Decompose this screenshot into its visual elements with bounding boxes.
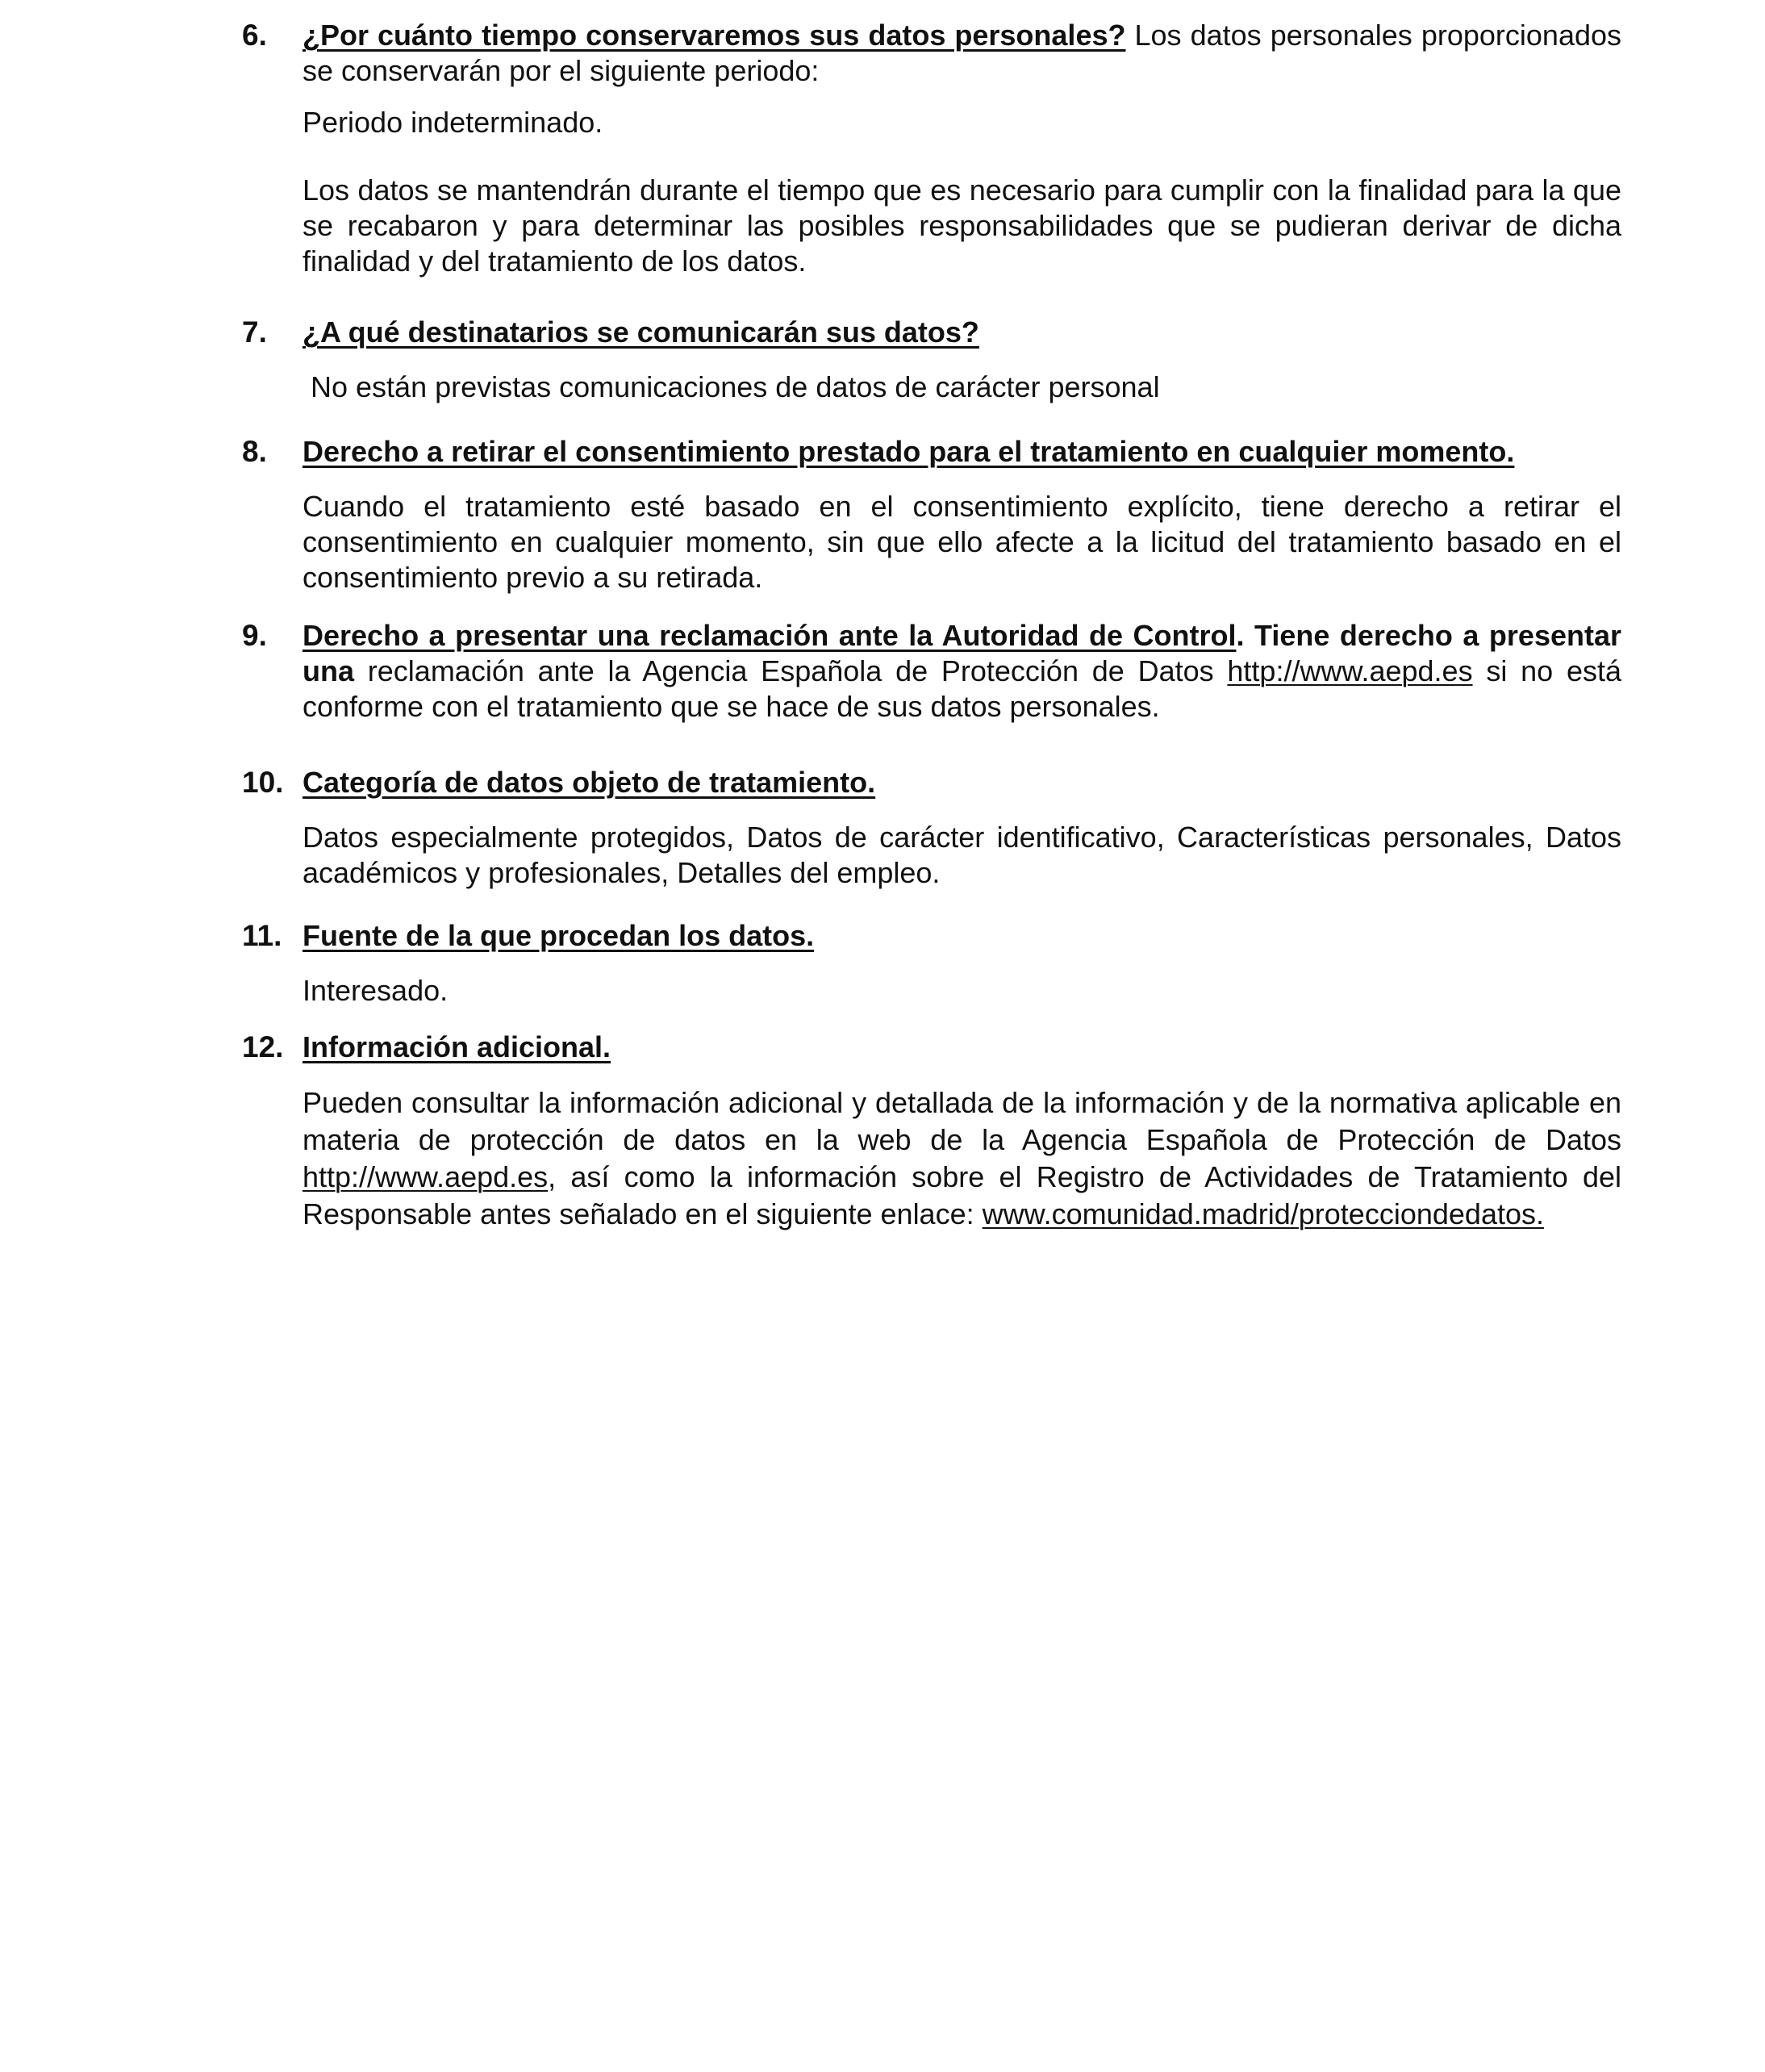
section-number: 7. xyxy=(242,315,267,349)
section-heading: Información adicional. xyxy=(303,1030,611,1063)
section-10 xyxy=(242,765,1621,891)
section-7 xyxy=(242,315,1621,405)
section-11 xyxy=(242,918,1621,1009)
section-heading-paragraph xyxy=(303,1030,1621,1065)
section-heading: Derecho a presentar una reclamación ante la Autoridad de Control xyxy=(303,619,1237,652)
section-paragraph: Cuando el tratamiento esté basado en el consentimiento explícito, tiene derecho a retirar el consentimiento en cualquier momento, sin que ello afecte a la licitud del tratamiento basado en el consentimiento previo a su retirada. xyxy=(303,490,1621,594)
section-heading: Derecho a retirar el consentimiento prestado para el tratamiento en cualquier momento. xyxy=(303,435,1515,468)
section-paragraph: Interesado. xyxy=(303,974,449,1007)
section-paragraph: Datos especialmente protegidos, Datos de carácter identificativo, Características personales, Datos académicos y profesionales, Detalles del empleo. xyxy=(303,821,1621,889)
section-text: Pueden consultar la información adicional y detallada de la información y de la normativa aplicable en materia de protección de datos en la web de la Agencia Española de Protección de Datos xyxy=(303,1086,1621,1156)
section-12 xyxy=(242,1030,1621,1233)
section-number: 9. xyxy=(242,619,267,652)
section-heading: ¿Por cuánto tiempo conservaremos sus datos personales? xyxy=(303,19,1126,52)
aepd-link[interactable]: http://www.aepd.es xyxy=(1227,654,1473,687)
section-heading-paragraph xyxy=(303,765,1621,800)
section-text: si no está conforme con el tratamiento que se hace de sus datos personales. xyxy=(303,654,1621,723)
section-heading-bold-tail: . Tiene derecho a presentar una xyxy=(303,619,1621,687)
section-heading-tail: Los datos personales proporcionados se conservarán por el siguiente periodo: xyxy=(303,19,1622,87)
section-6 xyxy=(242,18,1621,279)
section-number: 12. xyxy=(242,1030,284,1063)
aepd-link[interactable]: http://www.aepd.es xyxy=(303,1160,549,1193)
section-heading: ¿A qué destinatarios se comunicarán sus datos? xyxy=(303,315,979,349)
section-number: 6. xyxy=(242,19,267,52)
section-number: 8. xyxy=(242,435,267,468)
section-paragraph: Los datos se mantendrán durante el tiempo que es necesario para cumplir con la finalidad para la que se recabaron y para determinar las posibles responsabilidades que se pudieran derivar de dicha finalidad y del tratamiento de los datos. xyxy=(303,173,1621,278)
section-paragraph xyxy=(303,1084,1621,1233)
section-heading-paragraph xyxy=(303,18,1621,89)
section-number: 11. xyxy=(242,919,282,952)
section-heading-paragraph xyxy=(303,918,1621,954)
section-number: 10. xyxy=(242,766,284,799)
document-content xyxy=(242,18,1621,1233)
section-text: , así como la información sobre el Registro de Actividades de Tratamiento del Responsable antes señalado en el siguiente enlace: xyxy=(303,1160,1621,1230)
section-heading: Categoría de datos objeto de tratamiento. xyxy=(303,766,876,799)
section-text: reclamación ante la Agencia Española de Protección de Datos xyxy=(354,654,1228,687)
section-paragraph: No están previstas comunicaciones de datos de carácter personal xyxy=(311,370,1160,403)
comunidad-madrid-link[interactable]: www.comunidad.madrid/protecciondedatos. xyxy=(982,1197,1544,1230)
section-heading-paragraph xyxy=(303,618,1621,725)
section-heading-paragraph xyxy=(303,434,1621,470)
section-8 xyxy=(242,434,1621,595)
section-paragraph: Periodo indeterminado. xyxy=(303,106,603,139)
section-9 xyxy=(242,618,1621,725)
section-heading: Fuente de la que procedan los datos. xyxy=(303,919,815,952)
section-heading-paragraph xyxy=(303,315,1621,350)
